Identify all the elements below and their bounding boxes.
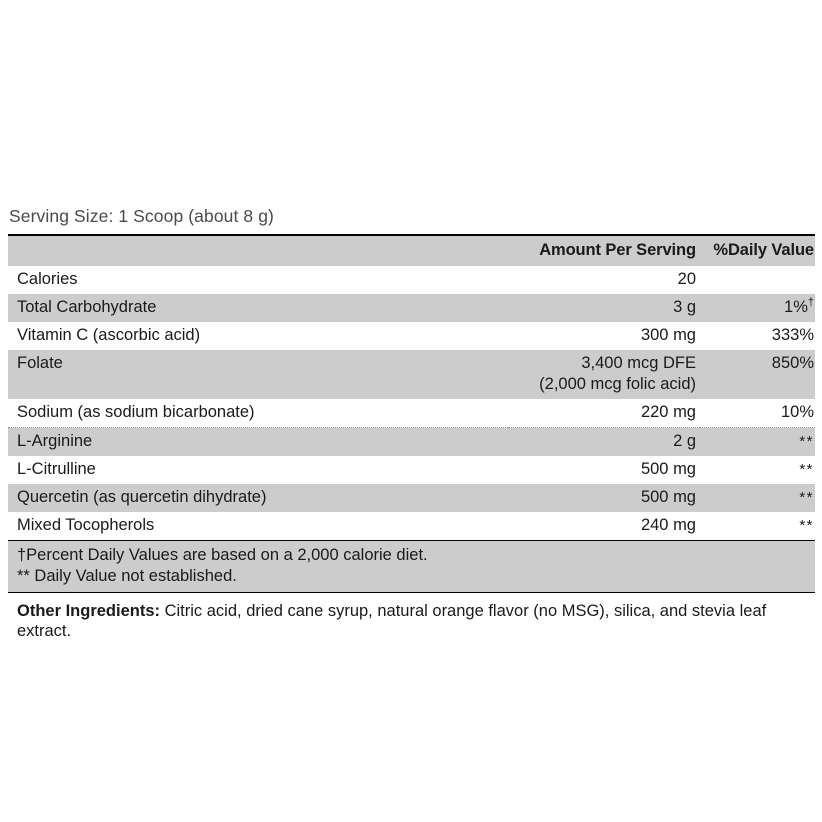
nutrient-name: L-Citrulline bbox=[8, 456, 508, 484]
amount-primary: 3,400 mcg DFE bbox=[581, 354, 696, 372]
daily-value bbox=[700, 399, 815, 428]
daily-value-not-established-mark: ** bbox=[799, 489, 814, 506]
amount-primary: 500 mg bbox=[640, 460, 696, 478]
daily-value-dagger-mark: † bbox=[807, 296, 814, 309]
footnote-line: †Percent Daily Values are based on a 2,000 calorie diet. bbox=[17, 546, 428, 564]
daily-value-not-established-mark: ** bbox=[799, 461, 814, 478]
table-row bbox=[8, 456, 815, 484]
daily-value bbox=[700, 456, 815, 484]
daily-value bbox=[700, 484, 815, 512]
nutrient-name: Calories bbox=[8, 266, 508, 294]
nutrient-name: Folate bbox=[8, 350, 508, 399]
other-ingredients-text: Citric acid, dried cane syrup, natural orange flavor (no MSG), silica, and stevia leaf extract. bbox=[17, 602, 767, 640]
nutrient-amount bbox=[508, 294, 700, 322]
other-ingredients-label: Other Ingredients: bbox=[17, 602, 161, 620]
table-row bbox=[8, 322, 815, 350]
table-row bbox=[8, 399, 815, 428]
table-row bbox=[8, 512, 815, 540]
amount-primary: 2 g bbox=[673, 432, 696, 450]
nutrient-amount bbox=[508, 428, 700, 457]
table-row bbox=[8, 350, 815, 399]
amount-secondary: (2,000 mcg folic acid) bbox=[539, 375, 696, 393]
amount-primary: 3 g bbox=[673, 298, 696, 316]
daily-value bbox=[700, 322, 815, 350]
nutrient-name: Vitamin C (ascorbic acid) bbox=[8, 322, 508, 350]
daily-value-text: 850% bbox=[771, 354, 814, 372]
nutrient-amount bbox=[508, 322, 700, 350]
nutrient-amount bbox=[508, 350, 700, 399]
other-ingredients bbox=[8, 593, 815, 641]
daily-value bbox=[700, 428, 815, 457]
nutrient-name: Mixed Tocopherols bbox=[8, 512, 508, 540]
daily-value-text: 333% bbox=[771, 326, 814, 344]
nutrient-name: Sodium (as sodium bicarbonate) bbox=[8, 399, 508, 428]
supplement-facts-table bbox=[8, 236, 815, 540]
nutrient-name: Quercetin (as quercetin dihydrate) bbox=[8, 484, 508, 512]
table-header-row bbox=[8, 236, 815, 266]
nutrient-amount bbox=[508, 456, 700, 484]
header-daily-value: %Daily Value bbox=[700, 236, 815, 266]
table-row bbox=[8, 484, 815, 512]
amount-primary: 500 mg bbox=[640, 488, 696, 506]
daily-value bbox=[700, 350, 815, 399]
daily-value bbox=[700, 512, 815, 540]
serving-size-line: Serving Size: 1 Scoop (about 8 g) bbox=[9, 206, 274, 226]
table-row bbox=[8, 428, 815, 457]
daily-value bbox=[700, 266, 815, 294]
supplement-facts-body bbox=[8, 236, 815, 540]
nutrient-amount bbox=[508, 266, 700, 294]
footnote-block bbox=[8, 541, 815, 592]
nutrient-amount bbox=[508, 484, 700, 512]
nutrient-name: Total Carbohydrate bbox=[8, 294, 508, 322]
amount-primary: 300 mg bbox=[640, 326, 696, 344]
footnote-line: ** Daily Value not established. bbox=[17, 567, 237, 585]
daily-value bbox=[700, 294, 815, 322]
table-row bbox=[8, 266, 815, 294]
supplement-facts-panel bbox=[8, 204, 815, 641]
amount-primary: 220 mg bbox=[640, 403, 696, 421]
nutrient-name: L-Arginine bbox=[8, 428, 508, 457]
daily-value-not-established-mark: ** bbox=[799, 517, 814, 534]
amount-primary: 20 bbox=[677, 270, 696, 288]
header-nutrient bbox=[8, 236, 508, 266]
nutrient-amount bbox=[508, 399, 700, 428]
daily-value-text: 10% bbox=[780, 403, 814, 421]
daily-value-text: 1% bbox=[784, 298, 808, 316]
table-row bbox=[8, 294, 815, 322]
amount-primary: 240 mg bbox=[640, 516, 696, 534]
header-amount-per-serving: Amount Per Serving bbox=[508, 236, 700, 266]
nutrient-amount bbox=[508, 512, 700, 540]
daily-value-not-established-mark: ** bbox=[799, 433, 814, 450]
